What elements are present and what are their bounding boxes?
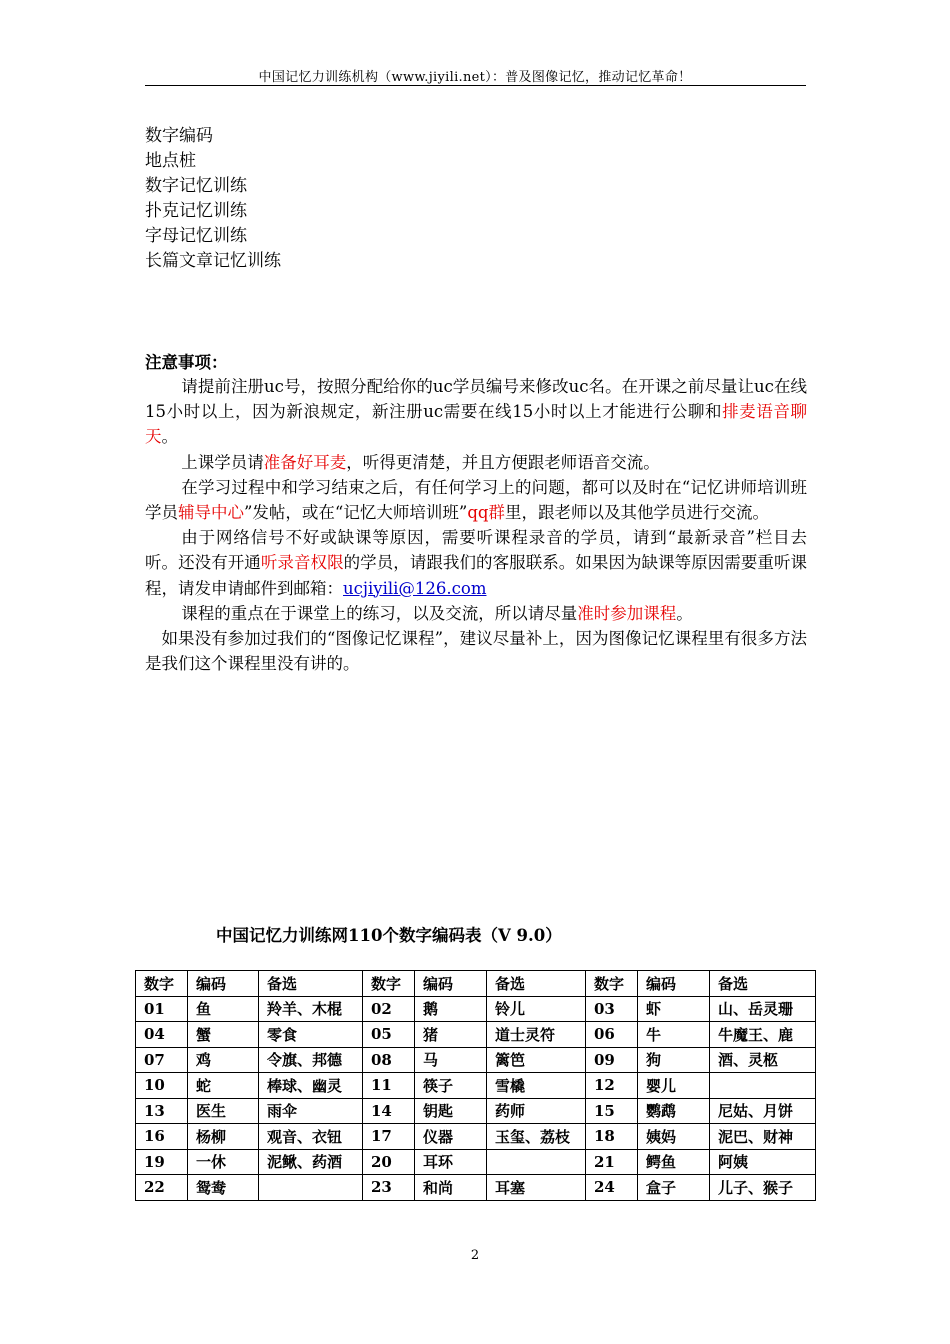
table-cell: 鸳鸯 (188, 1175, 259, 1201)
table-cell: 令旗、邦德 (259, 1047, 363, 1073)
notes-text: ”发帖，或在“记忆大师培训班” (244, 503, 468, 523)
table-cell: 10 (136, 1073, 188, 1099)
table-cell: 蛇 (188, 1073, 259, 1099)
table-cell: 12 (586, 1073, 638, 1099)
table-cell: 棒球、幽灵 (259, 1073, 363, 1099)
topic-item: 数字编码 (145, 126, 213, 146)
table-cell: 备选 (487, 971, 586, 997)
table-cell: 22 (136, 1175, 188, 1201)
notes-body (145, 374, 807, 676)
notes-heading: 注意事项： (145, 353, 228, 372)
table-cell: 编码 (188, 971, 259, 997)
table-cell: 姨妈 (638, 1124, 710, 1150)
table-row (136, 1022, 816, 1048)
highlight-text: 排麦语音聊天 (145, 402, 808, 447)
table-cell: 婴儿 (638, 1073, 710, 1099)
table-cell: 虾 (638, 996, 710, 1022)
notes-paragraph-uc (145, 374, 807, 450)
table-row (136, 1149, 816, 1175)
table-cell: 雪橇 (487, 1073, 586, 1099)
table-cell: 玉玺、荔枝 (487, 1124, 586, 1150)
table-cell: 狗 (638, 1047, 710, 1073)
table-cell: 羚羊、木棍 (259, 996, 363, 1022)
notes-paragraph-questions (145, 475, 807, 525)
table-cell: 猪 (415, 1022, 487, 1048)
table-cell: 02 (363, 996, 415, 1022)
table-cell: 一休 (188, 1149, 259, 1175)
table-cell: 马 (415, 1047, 487, 1073)
table-cell: 篱笆 (487, 1047, 586, 1073)
table-cell (710, 1073, 816, 1099)
table-cell: 备选 (259, 971, 363, 997)
table-cell: 山、岳灵珊 (710, 996, 816, 1022)
notes-paragraph-practice (145, 601, 807, 626)
table-cell: 05 (363, 1022, 415, 1048)
notes-text: 。 (161, 427, 178, 447)
table-cell: 耳塞 (487, 1175, 586, 1201)
table-cell: 08 (363, 1047, 415, 1073)
table-cell: 雨伞 (259, 1098, 363, 1124)
table-cell: 钥匙 (415, 1098, 487, 1124)
notes-text: 的学员，请跟我们的客服联系。如果因为缺课等原因需要重听课程，请发申请邮件到邮箱： (145, 553, 808, 598)
table-header-row (136, 971, 816, 997)
table-cell: 01 (136, 996, 188, 1022)
table-cell: 儿子、猴子 (710, 1175, 816, 1201)
highlight-text: 准备好耳麦 (263, 452, 347, 472)
table-cell: 鳄鱼 (638, 1149, 710, 1175)
table-cell: 21 (586, 1149, 638, 1175)
table-cell: 24 (586, 1175, 638, 1201)
table-row (136, 1175, 816, 1201)
table-cell: 19 (136, 1149, 188, 1175)
table-cell: 20 (363, 1149, 415, 1175)
table-cell: 数字 (136, 971, 188, 997)
table-row (136, 1098, 816, 1124)
notes-text: 。 (676, 603, 693, 623)
table-cell: 道士灵符 (487, 1022, 586, 1048)
table-cell: 编码 (415, 971, 487, 997)
table-cell: 09 (586, 1047, 638, 1073)
page-number: 2 (470, 1248, 480, 1263)
table-cell: 16 (136, 1124, 188, 1150)
topic-item: 字母记忆训练 (145, 226, 247, 246)
table-cell: 盒子 (638, 1175, 710, 1201)
topic-item: 长篇文章记忆训练 (145, 251, 281, 271)
highlight-text: qq群 (467, 503, 505, 523)
table-cell: 鸡 (188, 1047, 259, 1073)
header-divider (145, 85, 806, 86)
table-cell: 尼姑、月饼 (710, 1098, 816, 1124)
table-cell: 蟹 (188, 1022, 259, 1048)
email-link[interactable]: ucjiyili@126.com (343, 578, 487, 598)
table-row (136, 1124, 816, 1150)
table-cell: 04 (136, 1022, 188, 1048)
highlight-text: 准时参加课程 (577, 603, 677, 623)
notes-text: 课程的重点在于课堂上的练习，以及交流，所以请尽量 (181, 603, 578, 623)
table-cell (487, 1149, 586, 1175)
table-cell: 零食 (259, 1022, 363, 1048)
notes-text: 由于网络信号不好或缺课等原因，需要听课程录音的学员，请到“最新录音”栏目去听。还没有开通 (145, 528, 807, 573)
table-cell: 鹦鹉 (638, 1098, 710, 1124)
table-cell: 数字 (586, 971, 638, 997)
topic-item: 数字记忆训练 (145, 176, 247, 196)
page-header: 中国记忆力训练机构（www.jiyili.net）：普及图像记忆，推动记忆革命！ (258, 70, 692, 85)
notes-text: 上课学员请 (181, 452, 264, 472)
table-cell: 23 (363, 1175, 415, 1201)
table-cell: 鹅 (415, 996, 487, 1022)
table-cell: 06 (586, 1022, 638, 1048)
table-cell: 观音、衣钮 (259, 1124, 363, 1150)
table-cell: 牛 (638, 1022, 710, 1048)
table-row (136, 996, 816, 1022)
table-cell: 铃儿 (487, 996, 586, 1022)
table-cell: 07 (136, 1047, 188, 1073)
table-cell: 17 (363, 1124, 415, 1150)
notes-text: ，听得更清楚，并且方便跟老师语音交流。 (346, 452, 660, 472)
table-cell: 耳环 (415, 1149, 487, 1175)
table-cell: 酒、灵柩 (710, 1047, 816, 1073)
table-cell: 数字 (363, 971, 415, 997)
topic-item: 地点桩 (145, 151, 196, 171)
notes-paragraph-headset (145, 450, 807, 475)
number-code-table (135, 970, 816, 1201)
table-cell: 筷子 (415, 1073, 487, 1099)
table-cell: 18 (586, 1124, 638, 1150)
table-cell: 备选 (710, 971, 816, 997)
table-cell: 13 (136, 1098, 188, 1124)
highlight-text: 听录音权限 (260, 553, 344, 573)
notes-text: 在学习过程中和学习结束之后，有任何学习上的问题，都可以及时在“记忆讲师培训班学员 (145, 477, 807, 523)
notes-paragraph-recordings (145, 525, 807, 601)
table-title: 中国记忆力训练网110个数字编码表（V 9.0） (216, 926, 562, 945)
table-cell: 医生 (188, 1098, 259, 1124)
table-cell: 03 (586, 996, 638, 1022)
table-cell (259, 1175, 363, 1201)
table-cell: 仪器 (415, 1124, 487, 1150)
table-cell: 14 (363, 1098, 415, 1124)
highlight-text: 辅导中心 (178, 503, 244, 523)
table-cell: 11 (363, 1073, 415, 1099)
table-row (136, 1073, 816, 1099)
table-cell: 泥巴、财神 (710, 1124, 816, 1150)
notes-text: 里，跟老师以及其他学员进行交流。 (504, 503, 769, 523)
table-row (136, 1047, 816, 1073)
table-cell: 药师 (487, 1098, 586, 1124)
table-cell: 牛魔王、鹿 (710, 1022, 816, 1048)
table-cell: 15 (586, 1098, 638, 1124)
table-cell: 杨柳 (188, 1124, 259, 1150)
notes-text: 请提前注册uc号，按照分配给你的uc学员编号来修改uc名。在开课之前尽量让uc在线15小时以上，因为新浪规定，新注册uc需要在线15小时以上才能进行公聊和 (145, 377, 807, 422)
table-cell: 鱼 (188, 996, 259, 1022)
table-cell: 编码 (638, 971, 710, 997)
topic-list (145, 124, 281, 274)
notes-paragraph-image-course: 如果没有参加过我们的“图像记忆课程”，建议尽量补上，因为图像记忆课程里有很多方法是我们这个课程里没有讲的。 (145, 629, 807, 674)
table-cell: 泥鳅、药酒 (259, 1149, 363, 1175)
table-cell: 阿姨 (710, 1149, 816, 1175)
table-cell: 和尚 (415, 1175, 487, 1201)
topic-item: 扑克记忆训练 (145, 201, 247, 221)
